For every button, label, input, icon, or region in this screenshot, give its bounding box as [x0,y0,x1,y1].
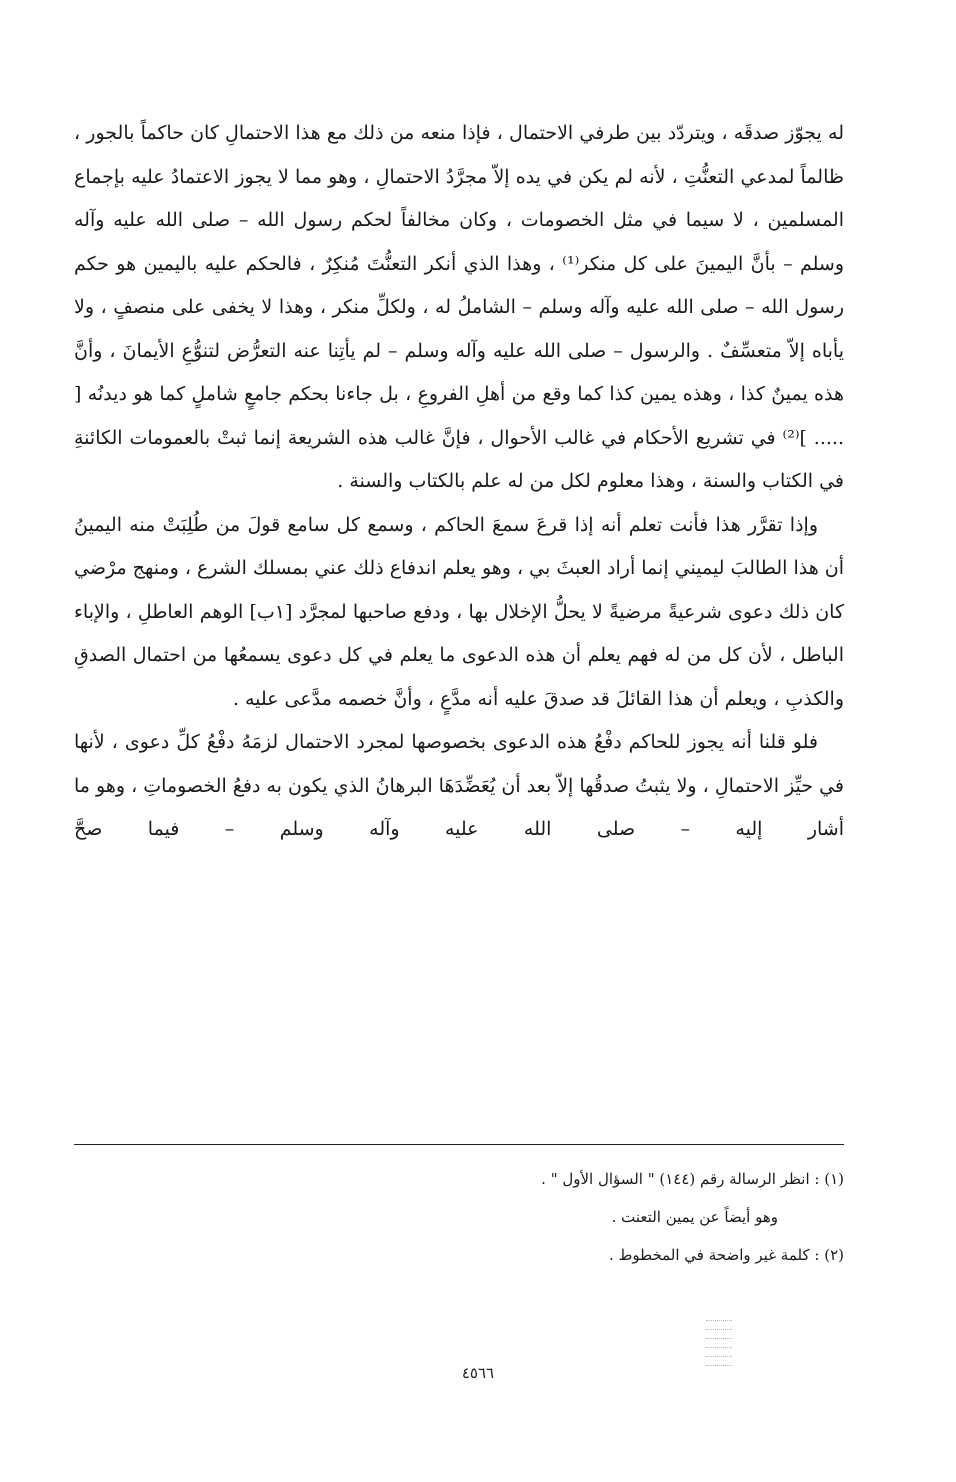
footnotes [74,1160,844,1274]
paragraph-2: وإذا تقرَّر هذا فأنت تعلم أنه إذا قرعَ سمعَ الحاكم ، وسمع كل سامع قولَ من طُلِبَتْ منه اليمينُ أن هذا الطالبَ ليميني إنما أراد العبثَ بي ، وهو يعلم اندفاع ذلك عني بمسلك الشرع ، ومنهج مرْضي كان ذلك دعوى شرعيةً مرضيةً لا يحلُّ الإخلال بها ، ودفع صاحبها لمجرَّد [١ب] الوهم العاطلِ ، والإباء الباطل ، لأن كل من له فهم يعلم أن هذه الدعوى ما يعلم في كل دعوى يسمعُها من احتمال الصدقِ والكذبِ ، ويعلم أن هذا القائلَ قد صدقَ عليه أنه مدَّعٍ ، وأنَّ خصمه مدَّعى عليه . [74,513,844,710]
footnote-divider [74,1144,844,1145]
scan-marks [706,1320,732,1380]
footnote-1: (١) : انظر الرسالة رقم (١٤٤) " السؤال الأول " . [541,1170,844,1188]
main-text [74,112,844,852]
paragraph-1: له يجوّز صدقَه ، ويتردّد بين طرفي الاحتمال ، فإذا منعه من ذلك مع هذا الاحتمالِ كان حاكماً بالجور ، ظالماً لمدعي التعنُّتِ ، لأنه لم يكن في يده إلاّ مجرَّدُ الاحتمالِ ، وهو مما لا يجوز الاعتمادُ عليه بإجماع المسلمين ، لا سيما في مثل الخصومات ، وكان مخالفاً لحكم رسول الله – صلى الله عليه وآله وسلم – بأنَّ اليمينَ على كل منكر⁽¹⁾ ، وهذا الذي أنكر التعنُّتَ مُنكِرٌ ، فالحكم عليه باليمين هو حكم رسول الله – صلى الله عليه وآله وسلم – الشاملُ له ، ولكلِّ منكر ، وهذا لا يخفى على منصفٍ ، ولا يأباه إلاّ متعسِّفٌ . والرسول – صلى الله عليه وآله وسلم – لم يأتِنا عنه التعرُّض لتنوُّعِ الأيمانَ ، وأنَّ هذه يمينٌ كذا ، وهذه يمين كذا كما وقع من أهلِ الفروعِ ، بل جاءنا بحكم جامعٍ شاملٍ كما هو ديدنُه [ ..... ]⁽²⁾ في تشريع الأحكام في غالب الأحوال ، فإنَّ غالب هذه الشريعة إنما ثبتْ بالعمومات الكائنةِ في الكتاب والسنة ، وهذا معلوم لكل من له علم بالكتاب والسنة . [74,122,844,492]
footnote-2: (٢) : كلمة غير واضحة في المخطوط . [608,1246,844,1264]
paragraph-3: فلو قلنا أنه يجوز للحاكم دفْعُ هذه الدعوى بخصوصها لمجرد الاحتمال لزمَهُ دفْعُ كلِّ دعوى ، لأنها في حيِّز الاحتمالِ ، ولا يثبتُ صدقُها إلاّ بعد أن يُعَضِّدَهَا البرهانُ الذي يكون به دفعُ الخصوماتِ ، وهو ما أشار إليه – صلى الله عليه وآله وسلم – فيما صحَّ [74,731,844,840]
footnote-1-continuation: وهو أيضاً عن يمين التعنت . [611,1208,778,1226]
page-number: ٤٥٦٦ [461,1364,495,1382]
